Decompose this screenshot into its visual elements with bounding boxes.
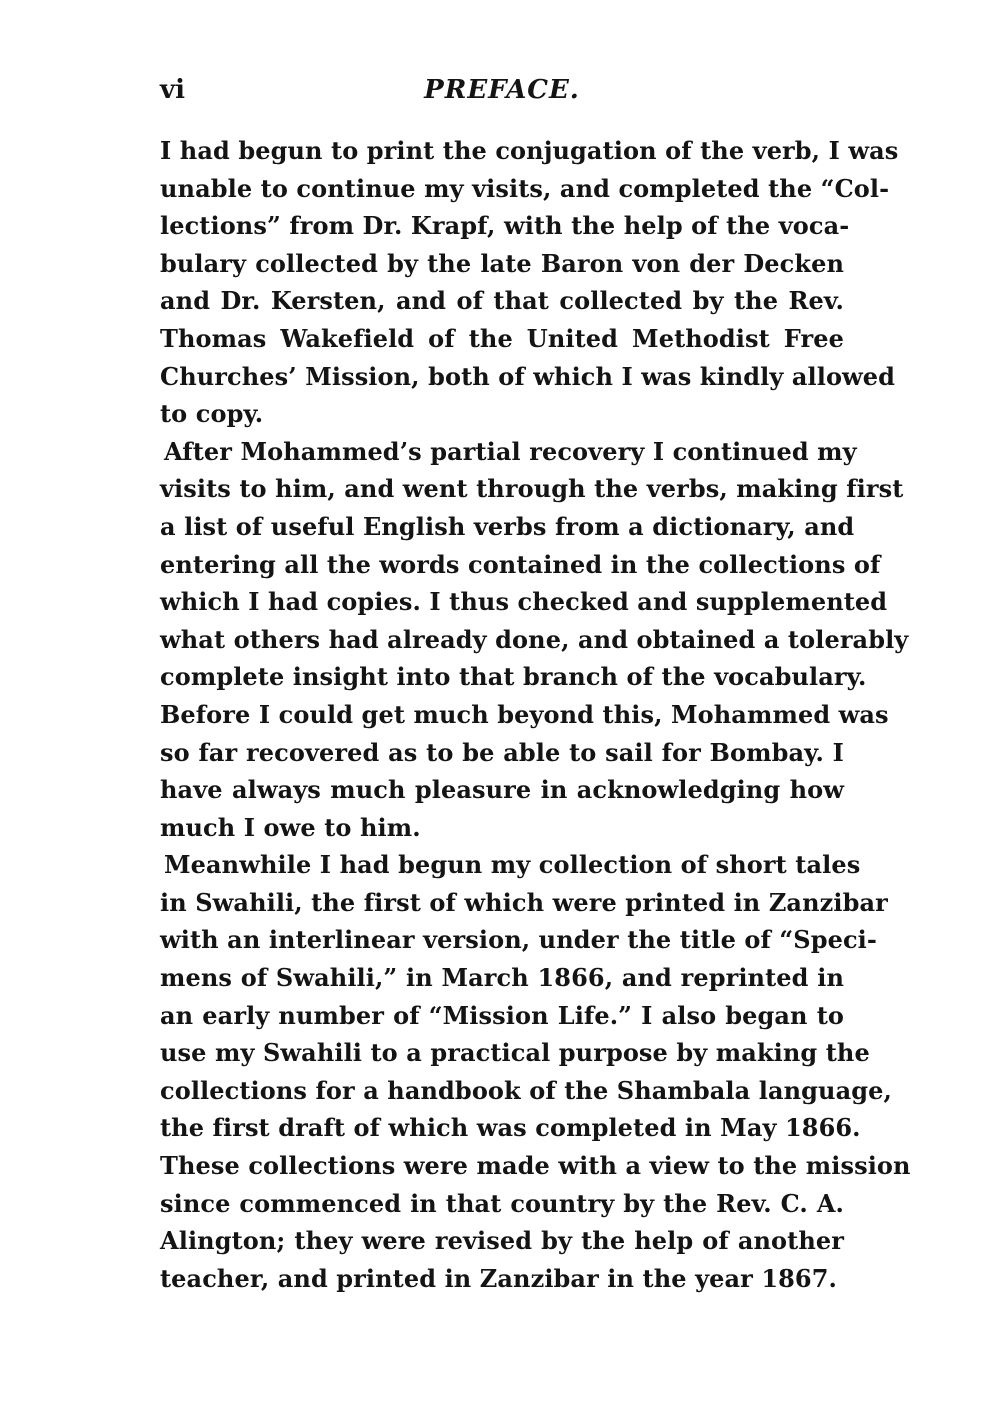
text-line: collections for a handbook of the Shambala language, xyxy=(160,1075,892,1105)
text-line: mens of Swahili,” in March 1866, and reprinted in xyxy=(160,963,844,993)
text-line: since commenced in that country by the Rev. C. A. xyxy=(160,1188,844,1218)
text-line: in Swahili, the first of which were printed in Zanzibar xyxy=(160,887,888,917)
text-line: After Mohammed’s partial recovery I continued my xyxy=(164,436,857,466)
text-line: These collections were made with a view to the mission xyxy=(160,1151,911,1181)
text-line: the first draft of which was completed in May 1866. xyxy=(160,1113,861,1143)
page-number: vi xyxy=(160,75,185,105)
text-line: with an interlinear version, under the title of “Speci- xyxy=(160,925,877,955)
text-line: entering all the words contained in the collections of xyxy=(160,549,881,579)
text-line: so far recovered as to be able to sail for Bombay. I xyxy=(160,737,844,767)
page-header xyxy=(160,72,844,112)
body-text xyxy=(160,132,911,1297)
text-line: what others had already done, and obtained a tolerably xyxy=(160,624,909,654)
text-line: and Dr. Kersten, and of that collected by the Rev. xyxy=(160,286,844,316)
text-line: Churches’ Mission, both of which I was kindly allowed xyxy=(160,361,896,391)
text-line: a list of useful English verbs from a dictionary, and xyxy=(160,511,855,541)
text-line: unable to continue my visits, and completed the “Col- xyxy=(160,173,890,203)
text-line: complete insight into that branch of the vocabulary. xyxy=(160,662,867,692)
text-line: Thomas Wakefield of the United Methodist Free xyxy=(160,323,844,353)
text-line: Before I could get much beyond this, Mohammed was xyxy=(160,699,889,729)
text-line: to copy. xyxy=(160,399,264,429)
text-line: which I had copies. I thus checked and supplemented xyxy=(160,587,888,617)
text-line: teacher, and printed in Zanzibar in the year 1867. xyxy=(160,1263,837,1293)
text-line: an early number of “Mission Life.” I also began to xyxy=(160,1000,844,1030)
text-line: visits to him, and went through the verbs, making first xyxy=(160,474,904,504)
text-line: Alington; they were revised by the help of another xyxy=(160,1226,844,1256)
text-line: bulary collected by the late Baron von der Decken xyxy=(160,248,844,278)
text-line: much I owe to him. xyxy=(160,812,421,842)
text-line: use my Swahili to a practical purpose by making the xyxy=(160,1038,870,1068)
text-line: I had begun to print the conjugation of the verb, I was xyxy=(160,136,899,165)
paragraph-3 xyxy=(160,846,911,1297)
paragraph-2 xyxy=(160,433,909,847)
text-line: have always much pleasure in acknowledging how xyxy=(160,775,844,805)
text-line: Meanwhile I had begun my collection of short tales xyxy=(164,850,861,880)
paragraph-1 xyxy=(160,132,899,433)
running-title: PREFACE. xyxy=(424,75,580,105)
text-line: lections” from Dr. Krapf, with the help of the voca- xyxy=(160,211,850,241)
